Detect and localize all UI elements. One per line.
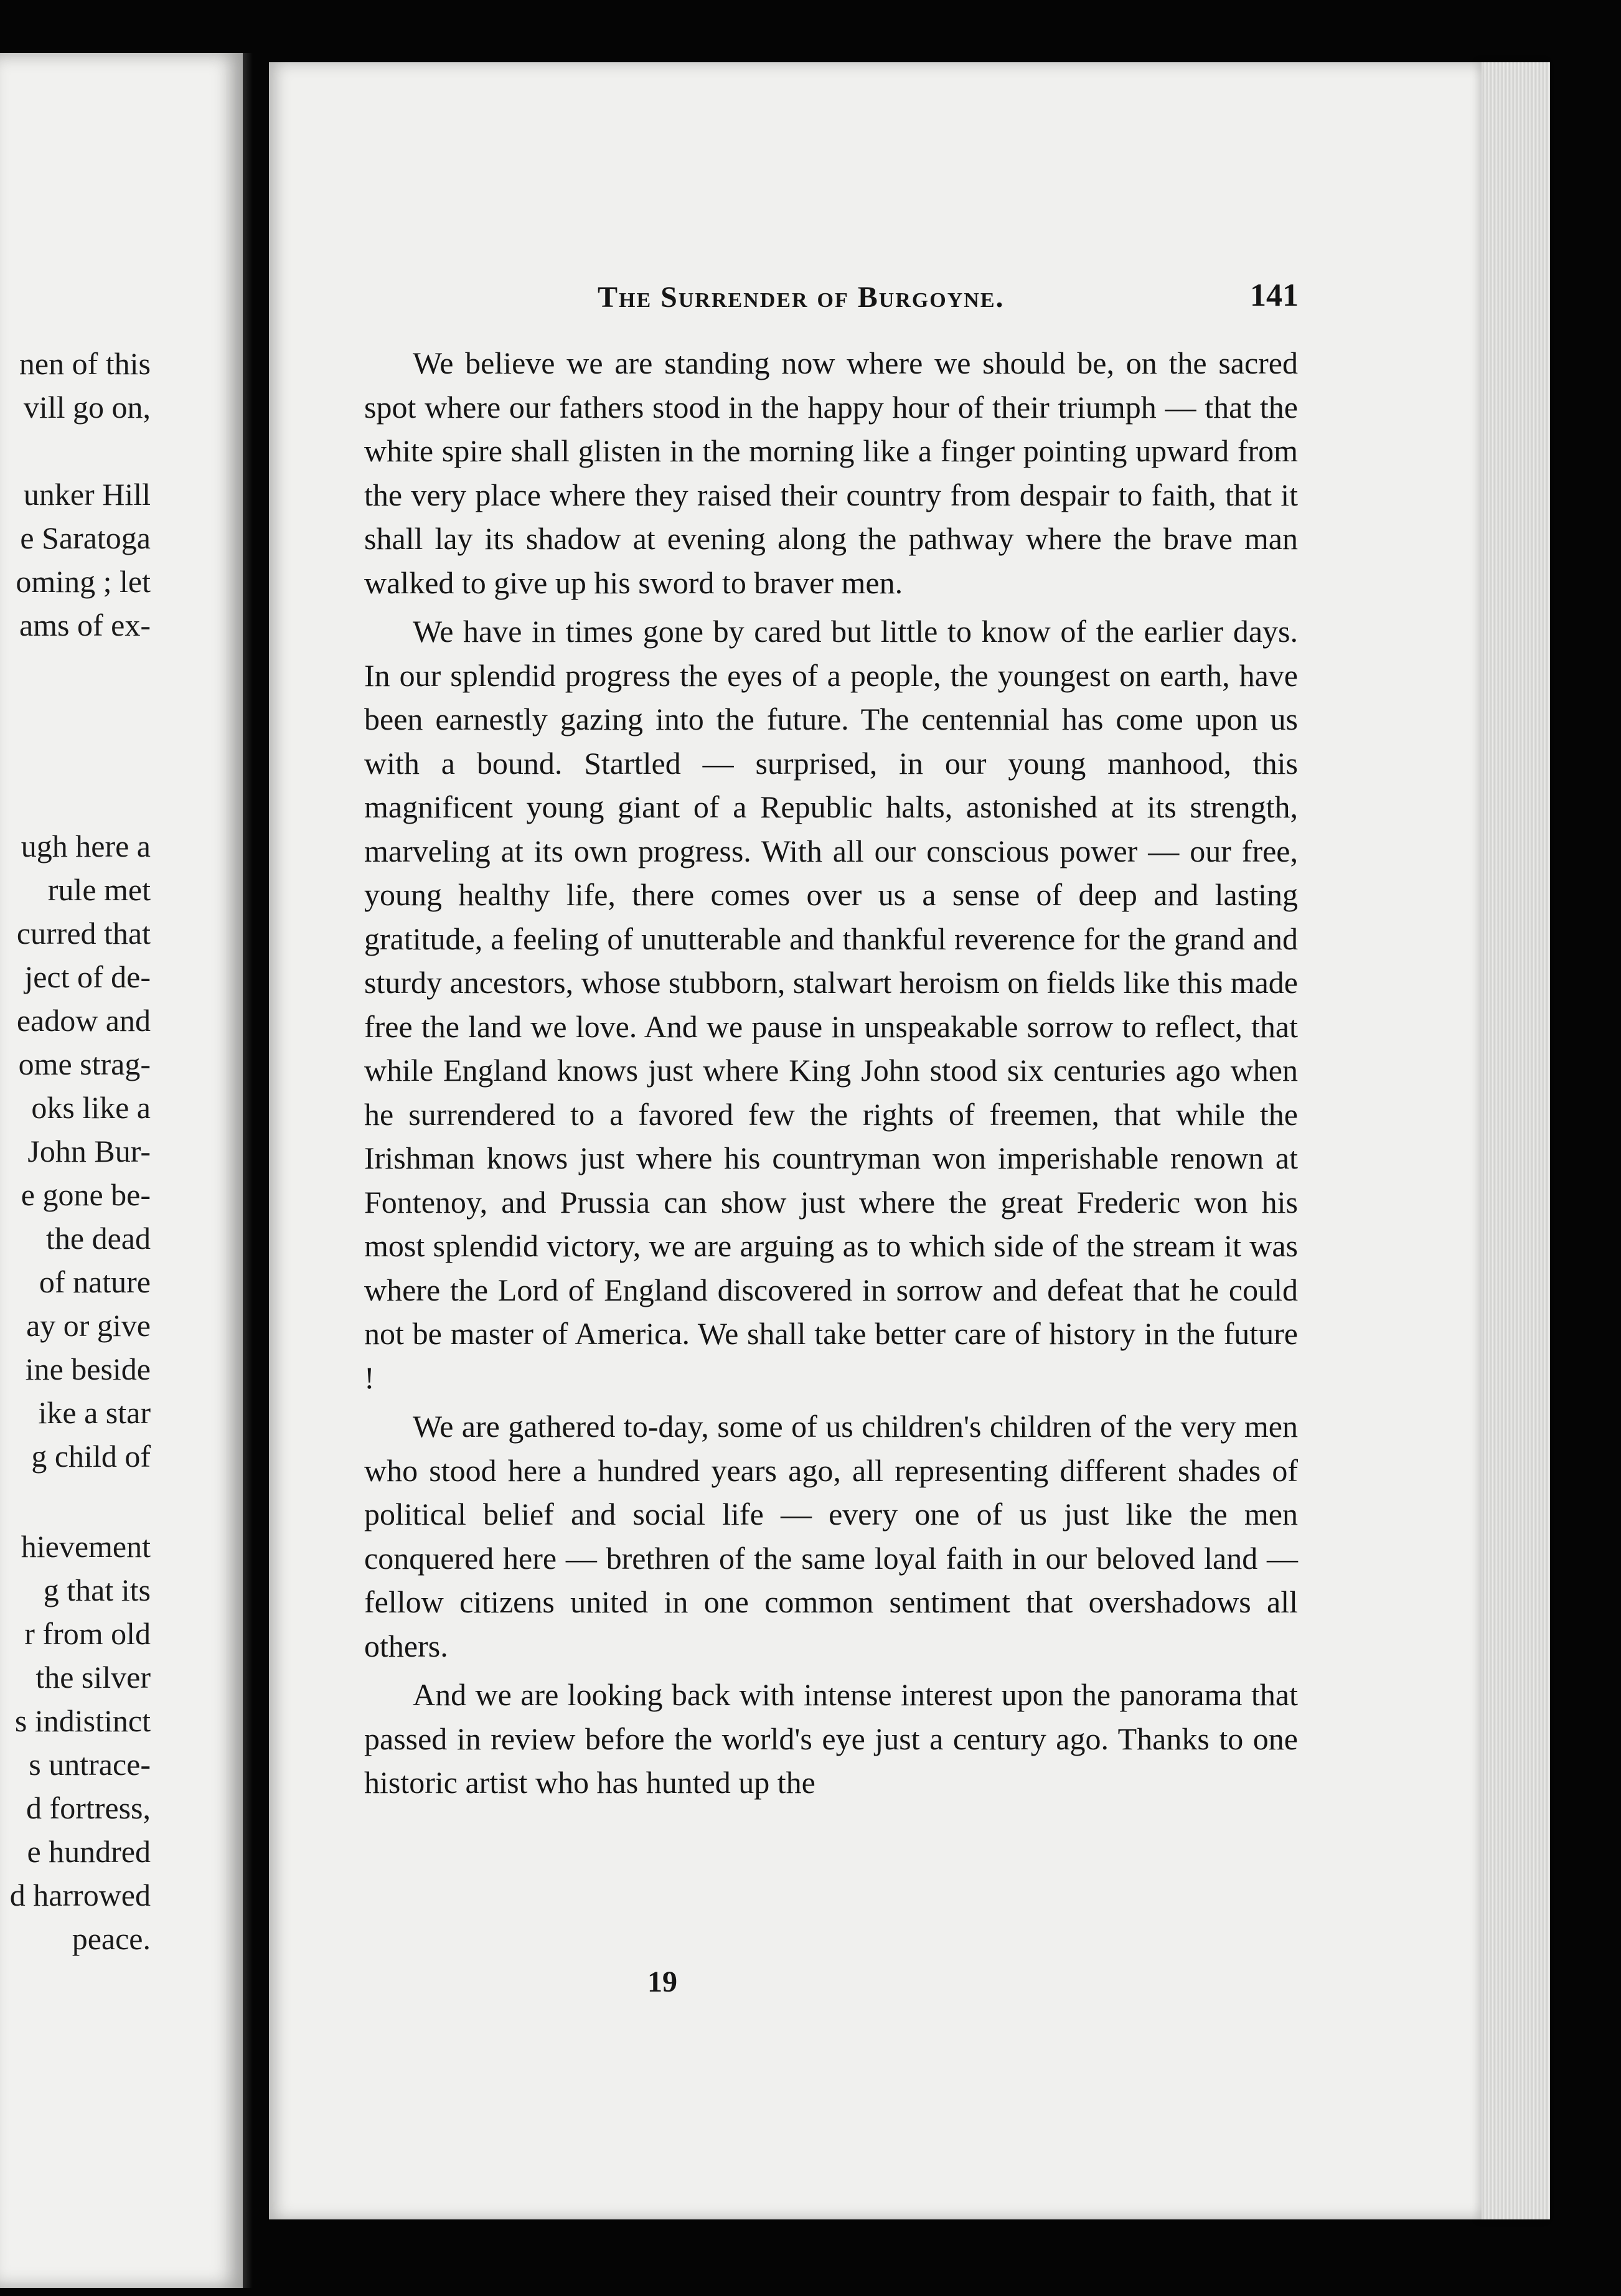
left-page-line: ike a star xyxy=(38,1395,151,1430)
paragraph: We believe we are standing now where we should be, on the sacred spot where our fathers stood in the happy hour of their triumph — that the white spire shall glisten in the morning like a finger pointing upward from the very place where they raised their country from despair to faith, that it shall lay its shadow at evening along the pathway where the brave man walked to give up his sword to braver men. xyxy=(364,346,1298,600)
body-text xyxy=(364,341,1298,1810)
paragraph: And we are looking back with intense interest upon the panorama that passed in review before the world's eye just a century ago. Thanks to one historic artist who has hunted up the xyxy=(364,1677,1298,1800)
page-edges xyxy=(1482,62,1550,2219)
page-number: 141 xyxy=(1250,278,1299,313)
left-page-line: oks like a xyxy=(31,1090,151,1125)
left-page-line: s indistinct xyxy=(14,1703,151,1738)
left-page-line: e Saratoga xyxy=(20,520,151,555)
left-page-line: nen of this xyxy=(19,346,151,381)
left-page-line: g child of xyxy=(31,1439,151,1474)
left-page-line: the dead xyxy=(46,1221,151,1256)
left-page-line: John Bur- xyxy=(27,1134,151,1169)
left-page-line: s untrace- xyxy=(29,1747,151,1782)
left-facing-page xyxy=(0,53,243,2288)
left-page-line: ams of ex- xyxy=(19,608,151,642)
left-page-line: peace. xyxy=(72,1921,151,1956)
left-page-line: unker Hill xyxy=(23,477,151,512)
signature-mark: 19 xyxy=(647,1965,677,1998)
left-page-line: vill go on, xyxy=(23,390,151,425)
left-page-line: of nature xyxy=(39,1264,151,1299)
left-page-line: g that its xyxy=(43,1573,151,1607)
paragraph: We have in times gone by cared but little to know of the earlier days. In our splendid progress the eyes of a people, the youngest on earth, have been earnestly gazing into the future. The centennial has come upon us with a bound. Startled — surprised, in our young manhood, this magnificent young giant of a Republic halts, astonished at its strength, marveling at its own progress. With all our conscious power — our free, young healthy life, there comes over us a sense of deep and lasting gratitude, a feeling of unutterable and thankful reverence for the grand and sturdy ancestors, whose stubborn, stalwart heroism on fields like this made free the land we love. And we pause in unspeakable sorrow to reflect, that while England knows just where King John stood six centuries ago when he surrendered to a favored few the rights of freemen, that while the Irishman knows just where his countryman won imperishable renown at Fontenoy, and Prussia can show just where the great Frederic won his most splendid victory, we are arguing as to which side of the stream it was where the Lord of England discovered in sorrow and defeat that he could not be master of America. We shall take better care of history in the future ! xyxy=(364,614,1298,1395)
left-page-line: ine beside xyxy=(25,1352,151,1386)
left-page-line: rule met xyxy=(47,872,151,907)
left-page-line: hievement xyxy=(21,1529,151,1564)
left-page-line: e gone be- xyxy=(21,1177,151,1212)
left-page-line: the silver xyxy=(35,1660,151,1695)
left-page-line: eadow and xyxy=(16,1003,151,1038)
paragraph: We are gathered to-day, some of us children's children of the very men who stood here a hundred years ago, all representing different shades of political belief and social life — every one of us just like the men conquered here — brethren of the same loyal faith in our beloved land — fellow citizens united in one common sentiment that overshadows all others. xyxy=(364,1409,1298,1663)
left-page-line: curred that xyxy=(16,916,151,951)
left-page-line: d fortress, xyxy=(26,1790,151,1825)
left-page-line: d harrowed xyxy=(9,1878,151,1913)
left-page-line: ome strag- xyxy=(18,1047,151,1081)
left-page-line: oming ; let xyxy=(16,564,151,599)
page-header xyxy=(598,280,1299,324)
left-page-line: ay or give xyxy=(26,1308,151,1343)
book-gutter xyxy=(243,53,268,2288)
left-page-line: ugh here a xyxy=(21,829,151,863)
left-page-line: ject of de- xyxy=(24,959,151,994)
running-head: The Surrender of Burgoyne. xyxy=(598,281,1005,314)
left-page-text xyxy=(0,53,151,2288)
left-page-line: e hundred xyxy=(27,1834,151,1869)
left-page-line: r from old xyxy=(24,1616,151,1651)
